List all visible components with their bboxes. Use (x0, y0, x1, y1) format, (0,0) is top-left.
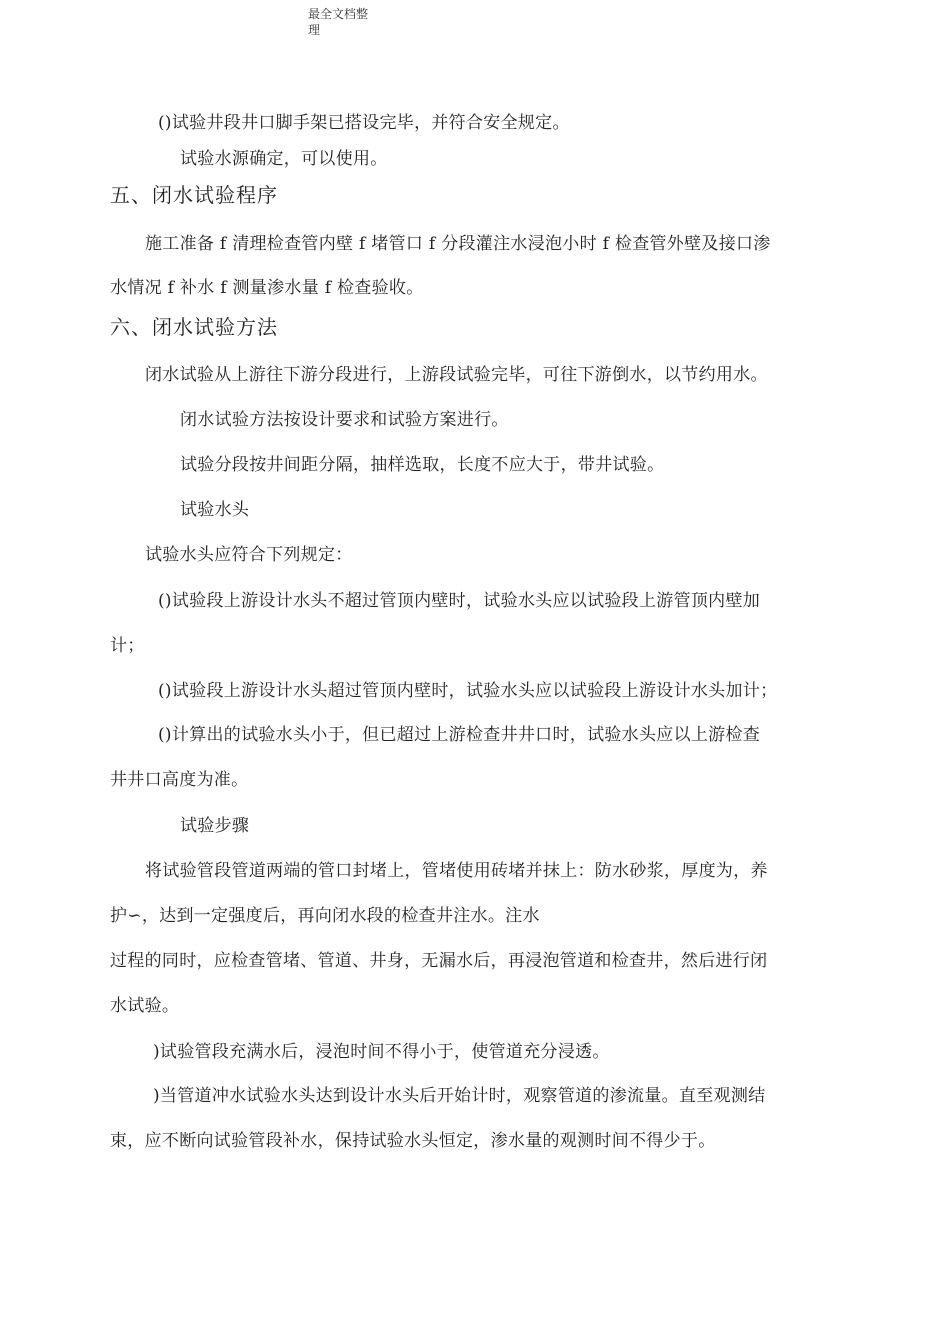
paragraph-line: 闭水试验从上游往下游分段进行，上游段试验完毕，可往下游倒水，以节约用水。 (145, 365, 768, 385)
paragraph-line: )当管道冲水试验水头达到设计水头后开始计时，观察管道的渗流量。直至观测结 (153, 1086, 766, 1106)
paragraph-line: 井井口高度为准。 (110, 770, 249, 790)
paragraph-line: ()试验段上游设计水头不超过管顶内壁时，试验水头应以试验段上游管顶内壁加 (158, 591, 761, 611)
paragraph-line: 护∽，达到一定强度后，再向闭水段的检查井注水。注水 (110, 906, 540, 926)
paragraph-line: ()计算出的试验水头小于，但已超过上游检查井井口时，试验水头应以上游检查 (158, 725, 761, 745)
paragraph-line: 将试验管段管道两端的管口封堵上，管堵使用砖堵并抹上：防水砂浆，厚度为，养 (145, 861, 768, 881)
paragraph-line: 试验水源确定，可以使用。 (180, 149, 388, 169)
paragraph-line: 试验水头 (180, 500, 250, 520)
paragraph-line: 计； (110, 636, 145, 656)
paragraph-line: 过程的同时，应检查管堵、管道、井身，无漏水后，再浸泡管道和检查井，然后进行闭 (110, 951, 768, 971)
paragraph-line: )试验管段充满水后，浸泡时间不得小于，使管道充分浸透。 (153, 1042, 610, 1062)
paragraph-line: 施工准备 f 清理检查管内壁 f 堵管口 f 分段灌注水浸泡小时 f 检查管外壁及接口渗 (145, 234, 771, 254)
paragraph-line: 试验步骤 (180, 816, 250, 836)
paragraph-line: ()试验段上游设计水头超过管顶内壁时，试验水头应以试验段上游设计水头加计； (158, 681, 778, 701)
paragraph-line: 闭水试验方法按设计要求和试验方案进行。 (180, 410, 509, 430)
page-header: 最全文档整理 (308, 7, 369, 37)
paragraph-line: 水试验。 (110, 996, 180, 1016)
section-heading: 五、闭水试验程序 (110, 183, 278, 207)
paragraph-line: 束，应不断向试验管段补水，保持试验水头恒定，渗水量的观测时间不得少于。 (110, 1131, 716, 1151)
paragraph-line: ()试验井段井口脚手架已搭设完毕，并符合安全规定。 (158, 113, 570, 133)
section-heading: 六、闭水试验方法 (110, 315, 278, 339)
paragraph-line: 试验分段按井间距分隔，抽样选取，长度不应大于，带井试验。 (180, 455, 665, 475)
paragraph-line: 水情况 f 补水 f 测量渗水量 f 检查验收。 (110, 278, 424, 298)
paragraph-line: 试验水头应符合下列规定： (145, 545, 353, 565)
